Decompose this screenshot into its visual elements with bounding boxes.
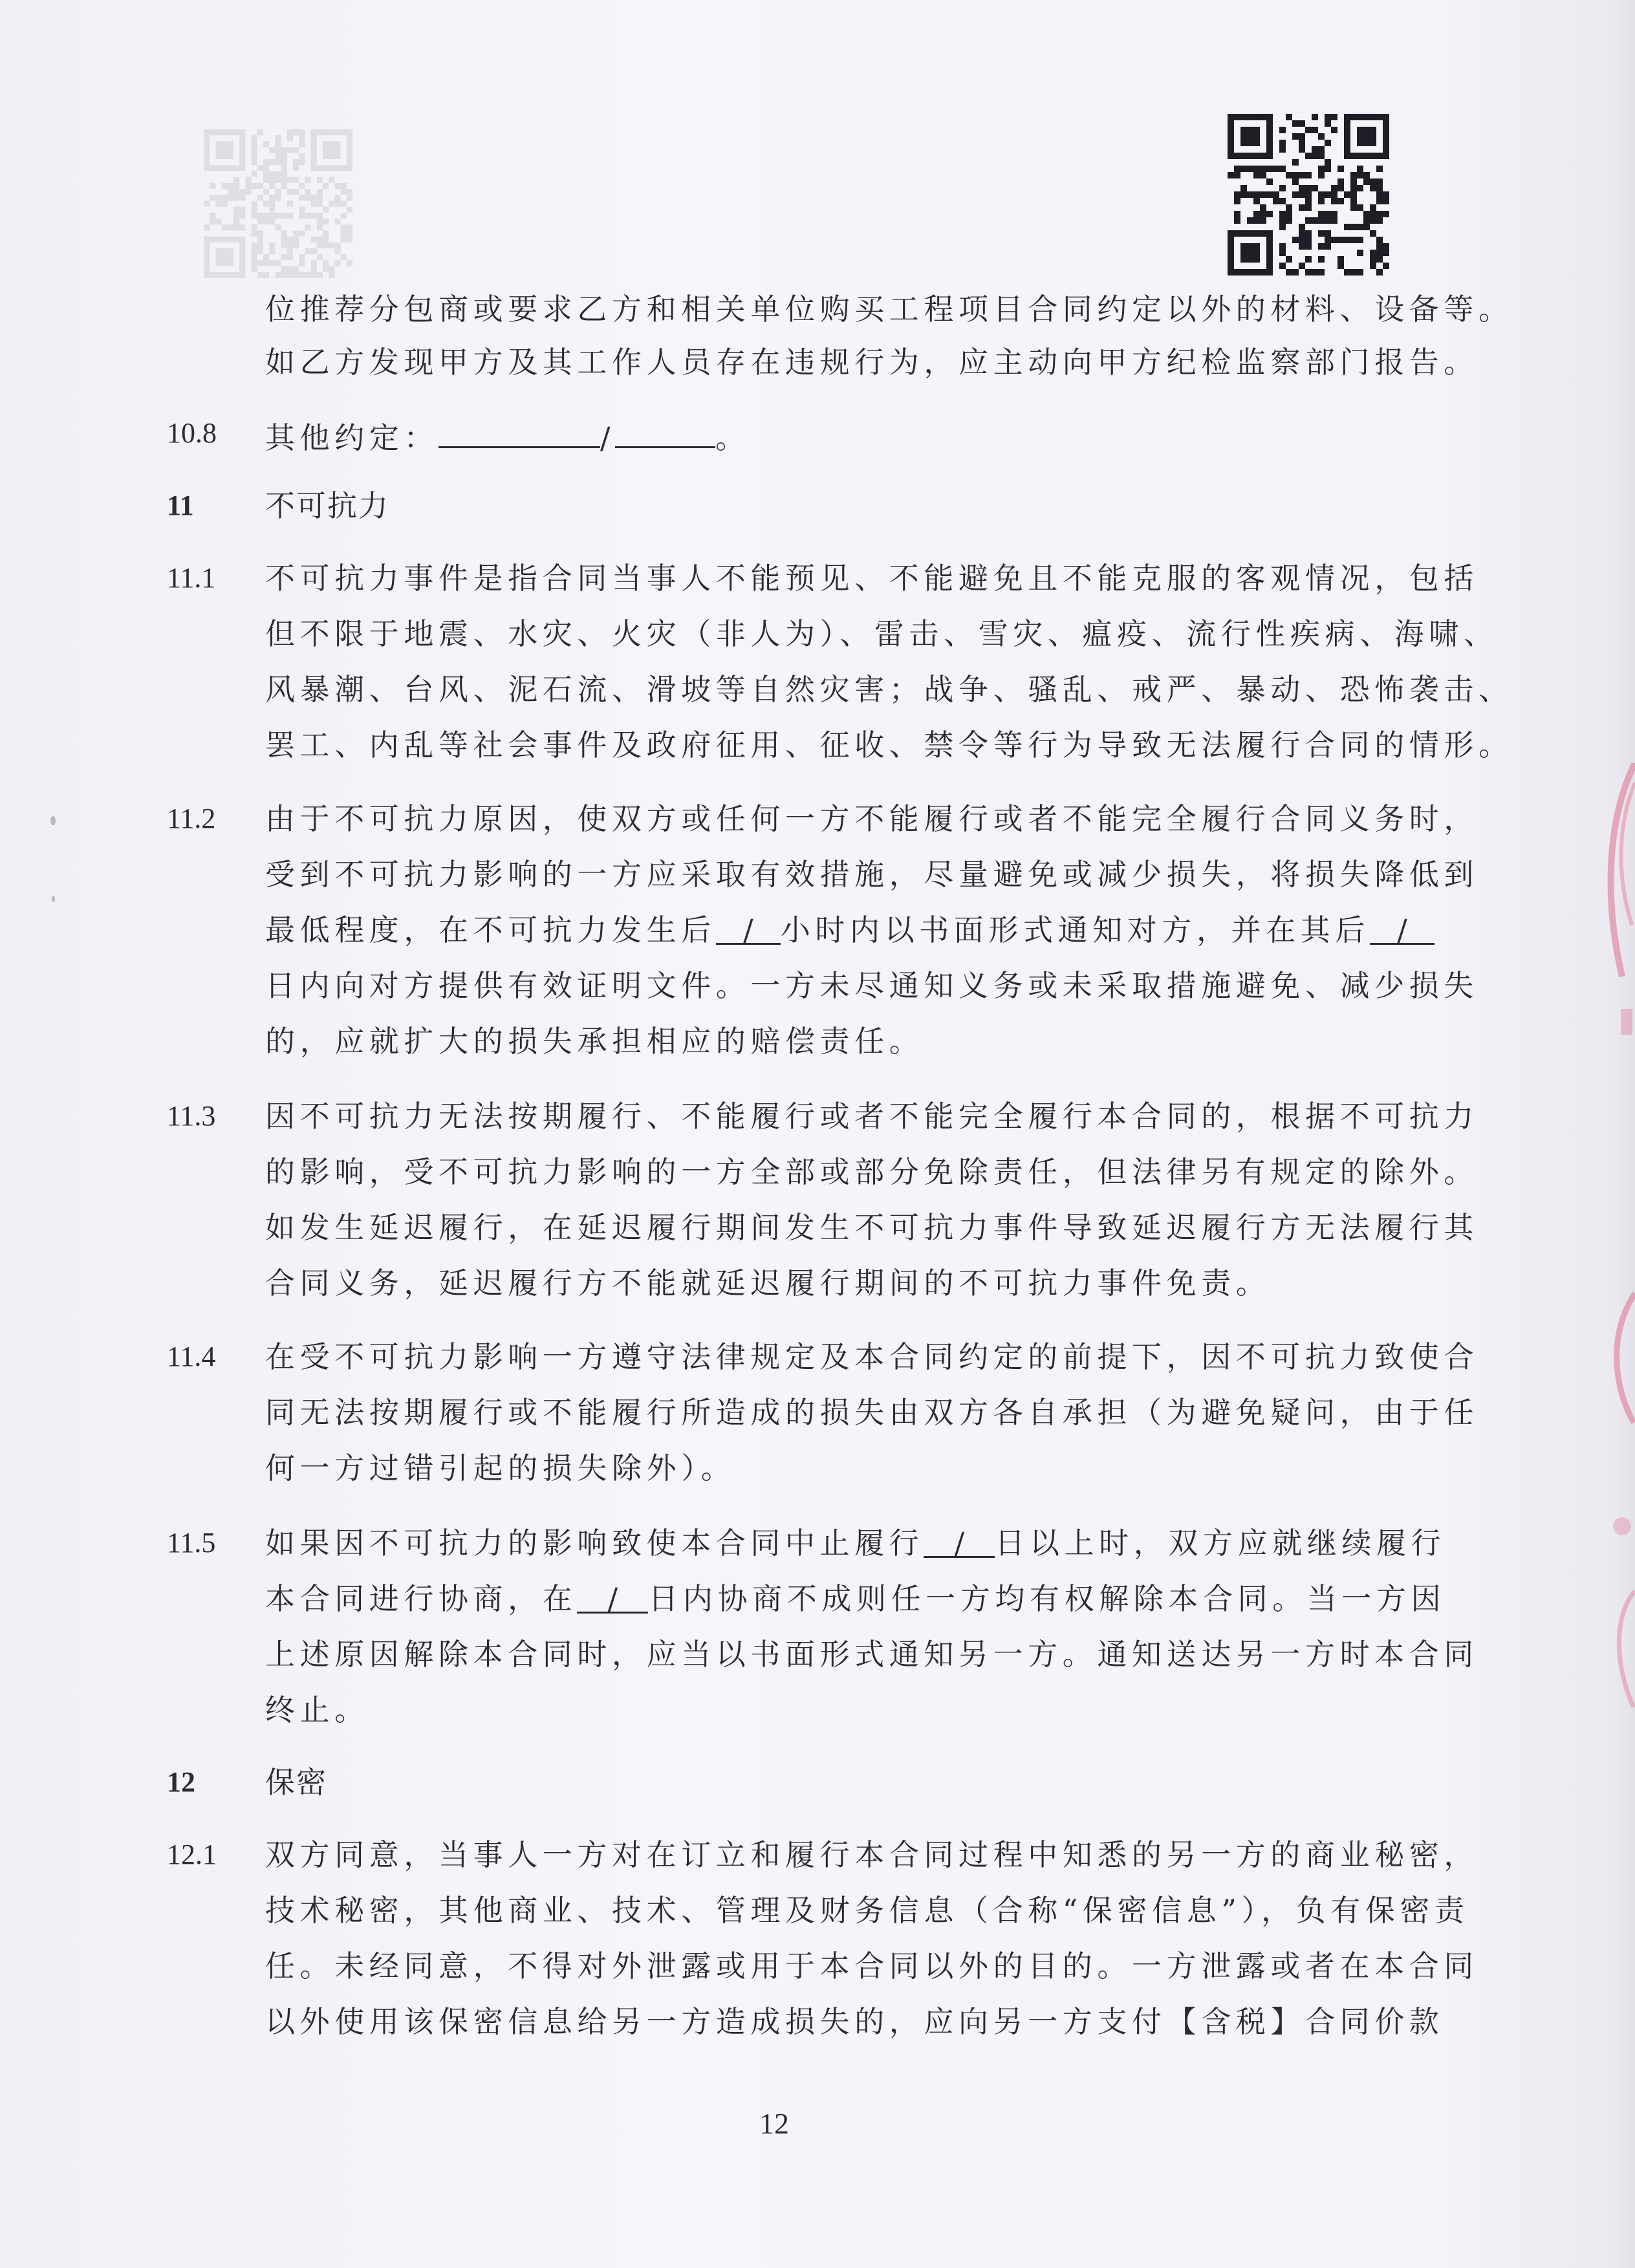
section-number: 11 — [167, 490, 194, 521]
text-line: 的影响，受不可抗力影响的一方全部或部分免除责任，但法律另有规定的除外。 — [265, 1154, 1478, 1189]
fill-blank: / — [577, 1579, 648, 1614]
qr-code-icon — [1228, 114, 1389, 275]
text-line: 技术秘密，其他商业、技术、管理及财务信息（合称“保密信息”），负有保密责 — [265, 1893, 1469, 1928]
text-line: 位推荐分包商或要求乙方和相关单位购买工程项目合同约定以外的材料、设备等。 — [265, 292, 1513, 327]
text-segment: 如果因不可抗力的影响致使本合同中止履行 — [265, 1526, 924, 1561]
clause-number: 11.4 — [167, 1341, 216, 1372]
text-line: 风暴潮、台风、泥石流、滑坡等自然灾害；战争、骚乱、戒严、暴动、恐怖袭击、 — [265, 672, 1513, 707]
text-line: 的，应就扩大的损失承担相应的赔偿责任。 — [265, 1024, 924, 1059]
text-line: 罢工、内乱等社会事件及政府征用、征收、禁令等行为导致无法履行合同的情形。 — [265, 728, 1513, 762]
text-line: 合同义务，延迟履行方不能就延迟履行期间的不可抗力事件免责。 — [265, 1266, 1271, 1301]
clause-number: 11.5 — [167, 1527, 216, 1559]
scan-speck — [50, 816, 56, 825]
fill-blank — [439, 414, 600, 448]
blank-value: / — [600, 420, 616, 455]
seal-fragment-icon — [1596, 763, 1635, 1798]
text-line: 上述原因解除本合同时，应当以书面形式通知另一方。通知送达另一方时本合同 — [265, 1637, 1478, 1672]
text-segment: 日以上时，双方应就继续履行 — [995, 1526, 1446, 1561]
clause-end: 。 — [715, 420, 750, 455]
section-title: 保密 — [265, 1765, 327, 1800]
text-line: 不可抗力事件是指合同当事人不能预见、不能避免且不能克服的客观情况，包括 — [265, 561, 1478, 596]
section-title: 不可抗力 — [265, 488, 389, 523]
page-number: 12 — [759, 2107, 789, 2140]
clause-11-2-line3 — [265, 911, 1435, 949]
text-line: 日内向对方提供有效证明文件。一方未尽通知义务或未采取措施避免、减少损失 — [265, 968, 1478, 1003]
fill-blank: / — [1370, 911, 1435, 945]
text-line: 任。未经同意，不得对外泄露或用于本合同以外的目的。一方泄露或者在本合同 — [265, 1949, 1478, 1983]
text-line: 但不限于地震、水灾、火灾（非人为）、雷击、雪灾、瘟疫、流行性疾病、海啸、 — [265, 616, 1499, 651]
ghost-qr-icon — [204, 129, 352, 278]
text-line: 何一方过错引起的损失除外）。 — [265, 1451, 736, 1485]
text-segment: 最低程度，在不可抗力发生后 — [265, 913, 716, 947]
fill-blank: / — [924, 1524, 995, 1558]
section-number: 12 — [167, 1766, 195, 1798]
text-segment: 本合同进行协商，在 — [265, 1581, 578, 1616]
text-line: 在受不可抗力影响一方遵守法律规定及本合同约定的前提下，因不可抗力致使合 — [265, 1339, 1478, 1374]
clause-11-5-line1 — [265, 1524, 1446, 1562]
text-line: 如发生延迟履行，在延迟履行期间发生不可抗力事件导致延迟履行方无法履行其 — [265, 1210, 1478, 1245]
clause-label: 其他约定： — [265, 420, 439, 455]
clause-number: 11.2 — [167, 803, 216, 834]
text-line: 终止。 — [265, 1692, 369, 1727]
text-segment: 小时内以书面形式通知对方，并在其后 — [780, 913, 1370, 947]
fill-blank — [615, 414, 715, 448]
fill-blank: / — [716, 911, 781, 945]
text-line: 同无法按期履行或不能履行所造成的损失由双方各自承担（为避免疑问，由于任 — [265, 1395, 1478, 1430]
clause-number: 11.3 — [167, 1100, 216, 1132]
clause-number: 12.1 — [167, 1839, 217, 1870]
scan-speck — [52, 896, 55, 902]
clause-10-8-line — [265, 414, 750, 457]
text-segment: 日内协商不成则任一方均有权解除本合同。当一方因 — [648, 1581, 1446, 1616]
text-line: 以外使用该保密信息给另一方造成损失的，应向另一方支付【含税】合同价款 — [265, 2004, 1444, 2039]
text-line: 受到不可抗力影响的一方应采取有效措施，尽量避免或减少损失，将损失降低到 — [265, 857, 1478, 892]
text-line: 如乙方发现甲方及其工作人员存在违规行为，应主动向甲方纪检监察部门报告。 — [265, 345, 1478, 380]
text-line: 双方同意，当事人一方对在订立和履行本合同过程中知悉的另一方的商业秘密， — [265, 1837, 1478, 1872]
clause-number: 10.8 — [167, 417, 217, 449]
text-line: 由于不可抗力原因，使双方或任何一方不能履行或者不能完全履行合同义务时， — [265, 801, 1478, 836]
clause-11-5-line2 — [265, 1579, 1446, 1618]
text-line: 因不可抗力无法按期履行、不能履行或者不能完全履行本合同的，根据不可抗力 — [265, 1099, 1478, 1134]
clause-number: 11.1 — [167, 562, 216, 594]
